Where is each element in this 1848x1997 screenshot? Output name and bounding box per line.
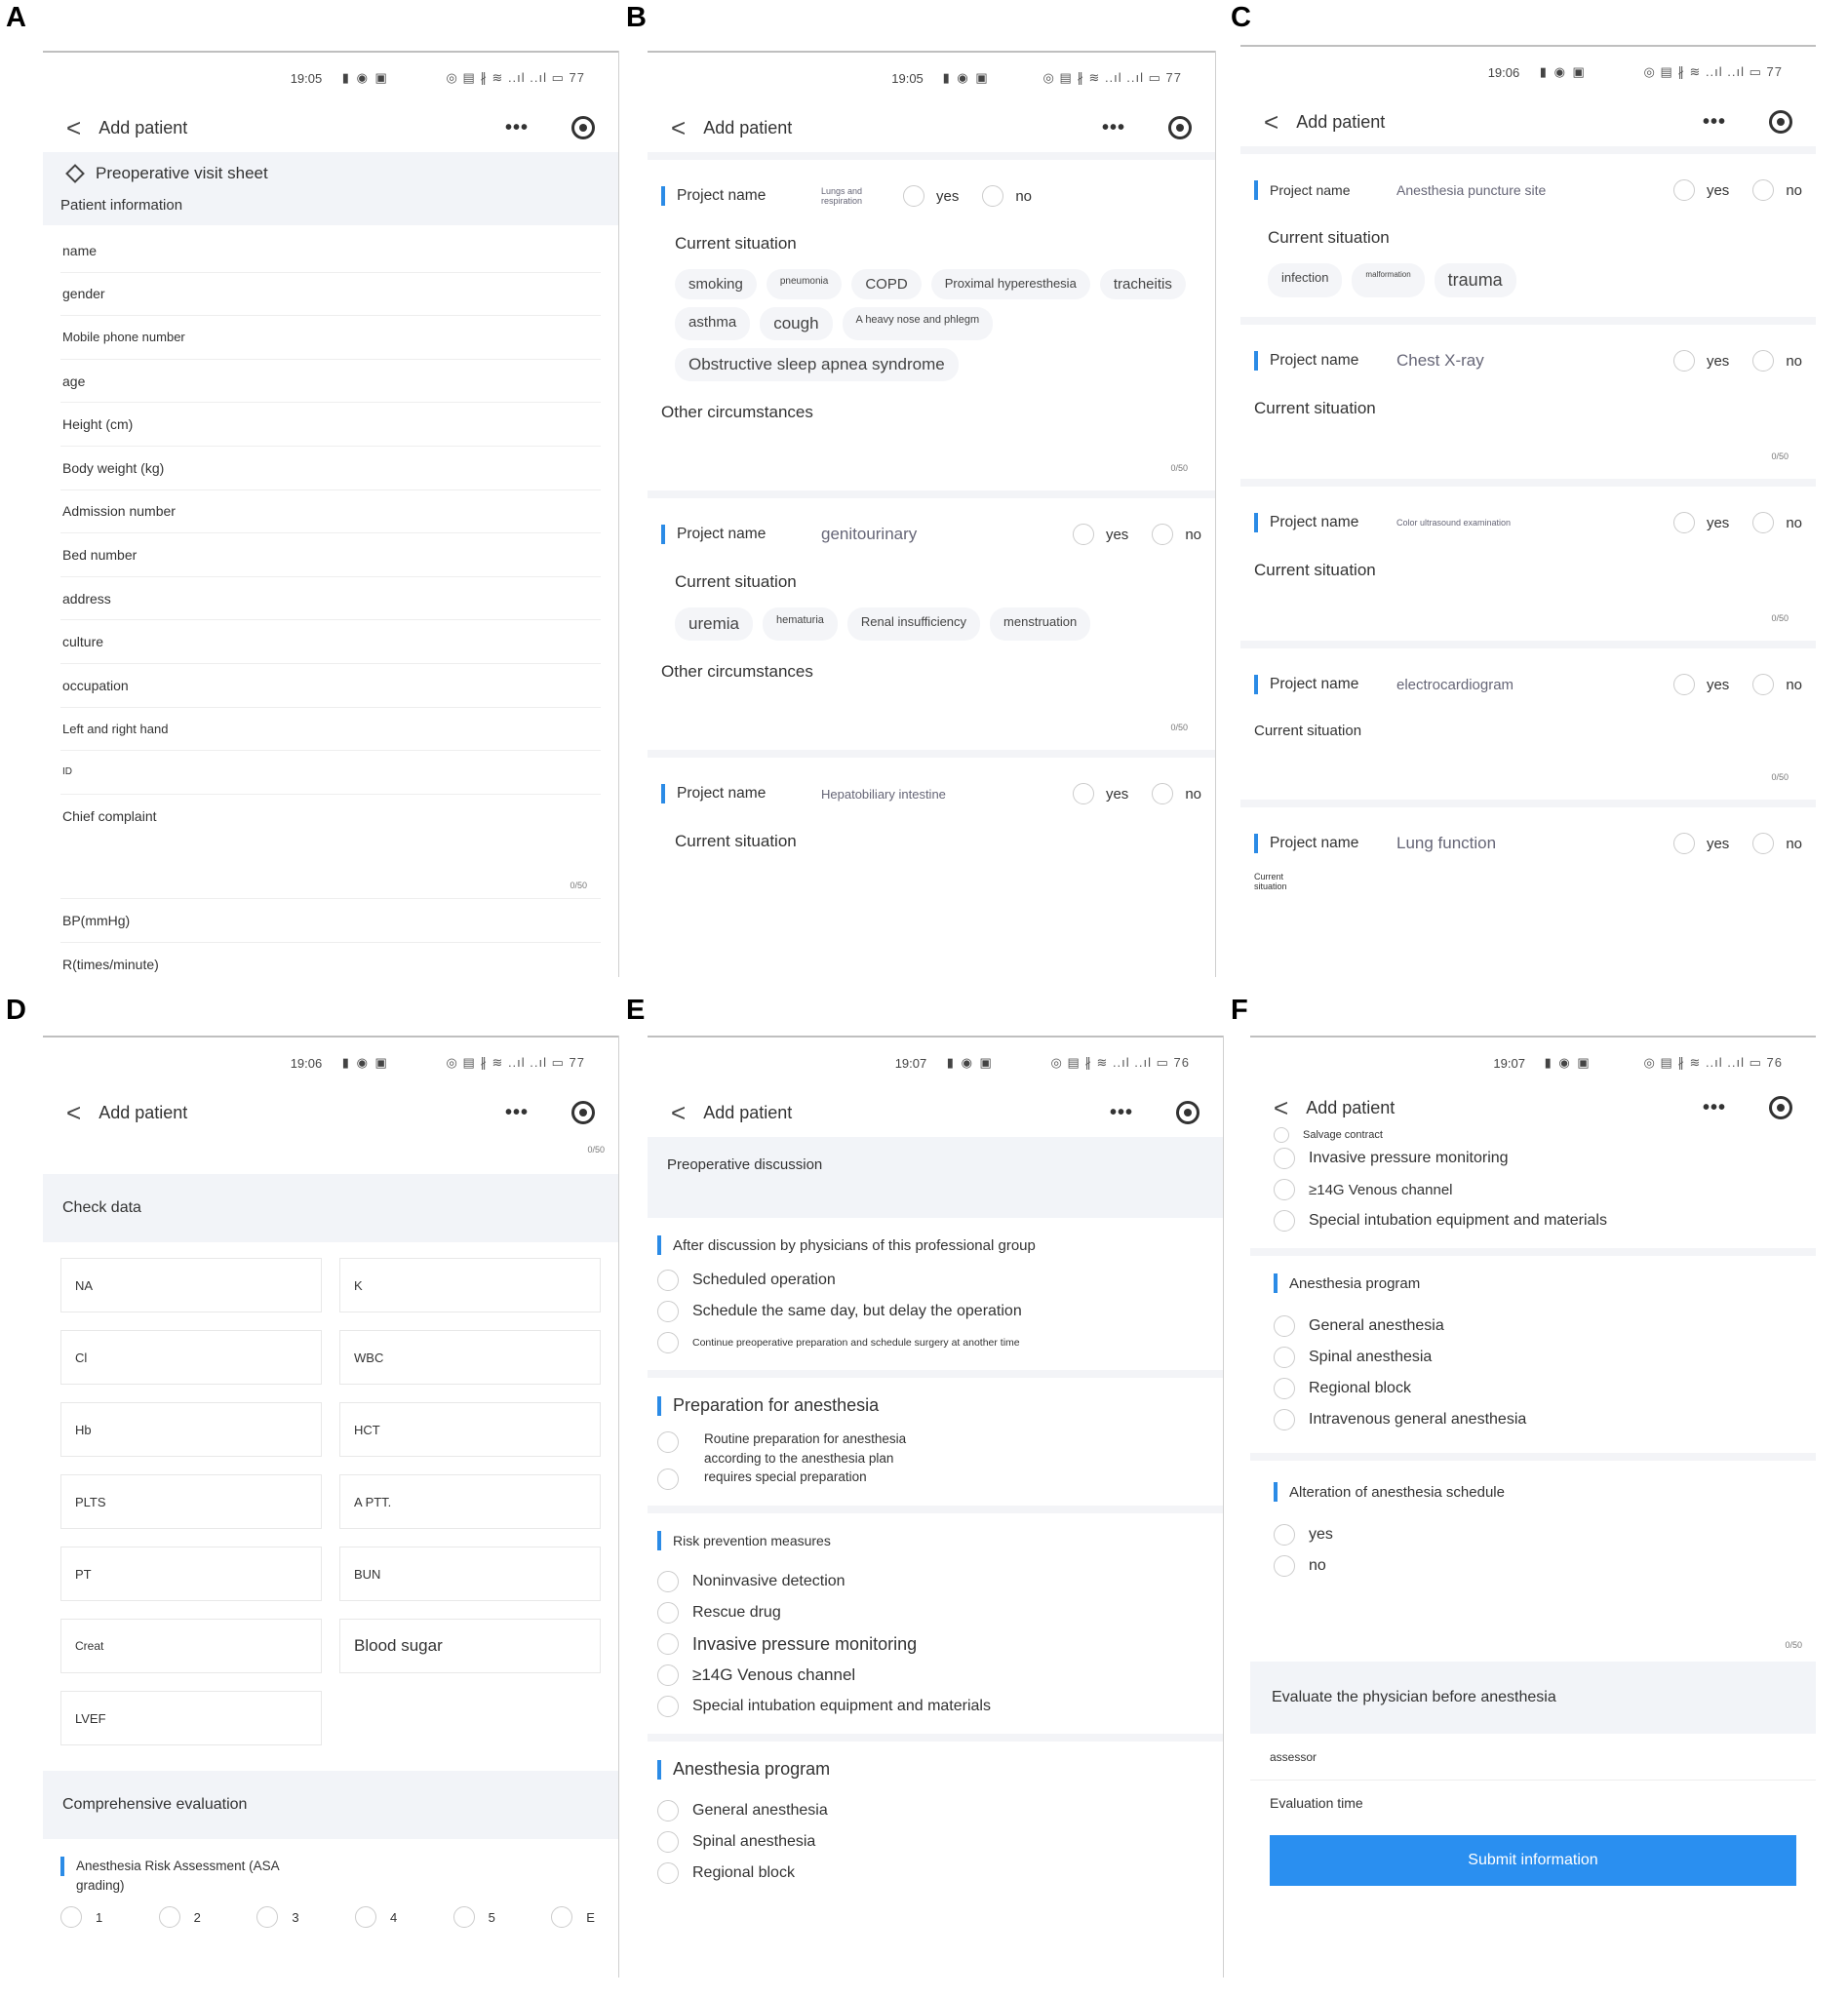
option-regional[interactable]: Regional block — [648, 1858, 1223, 1889]
no-radio[interactable]: no — [1752, 833, 1802, 854]
more-icon[interactable]: ••• — [504, 116, 529, 138]
project-puncture — [1240, 146, 1816, 325]
option-intravenous-general[interactable]: Intravenous general anesthesia — [1264, 1404, 1816, 1435]
tag[interactable]: malformation — [1352, 263, 1424, 297]
tag[interactable]: infection — [1268, 263, 1342, 297]
alteration-section — [1250, 1461, 1816, 1662]
sheet-header — [43, 152, 618, 225]
evaluation-time-field[interactable]: Evaluation time — [1270, 1795, 1363, 1811]
panel-a — [43, 51, 618, 977]
project-lung-function — [1240, 807, 1816, 903]
project-row — [1254, 496, 1802, 549]
asa-heading-row — [43, 1839, 618, 1899]
lab-field-hb[interactable]: Hb — [60, 1402, 322, 1457]
tag[interactable]: menstruation — [990, 607, 1090, 641]
current-situation-heading: Current situation — [675, 832, 797, 850]
status-bar — [43, 1038, 618, 1088]
lab-field-plts[interactable]: PLTS — [60, 1474, 322, 1529]
counter: 0/50 — [1785, 1640, 1802, 1650]
assessor-field[interactable]: assessor — [1250, 1734, 1816, 1781]
option-regional[interactable]: Regional block — [1264, 1373, 1816, 1404]
accent-bar — [657, 1760, 661, 1780]
status-time: 19:05 — [891, 70, 924, 86]
accent-bar — [657, 1396, 661, 1416]
tag[interactable]: A heavy nose and phlegm — [843, 307, 994, 340]
project-name-label: Project name — [1270, 182, 1351, 198]
nav-header — [648, 103, 1215, 152]
project-chest-xray — [1240, 325, 1816, 487]
status-time: 19:06 — [1487, 64, 1520, 80]
back-icon[interactable]: < — [66, 1097, 82, 1127]
option-spinal[interactable]: Spinal anesthesia — [648, 1826, 1223, 1858]
no-radio[interactable]: no — [1152, 783, 1201, 804]
discussion-section — [648, 1218, 1223, 1378]
patient-info-heading: Patient information — [60, 197, 183, 214]
lab-field-cl[interactable]: Cl — [60, 1330, 322, 1385]
current-situation-small: Current situation — [1254, 872, 1287, 891]
field-culture[interactable]: culture — [60, 620, 601, 664]
status-dots-icon: ▮ ◉ ▣ — [1539, 64, 1587, 79]
lab-field-lvef[interactable]: LVEF — [60, 1691, 322, 1745]
nav-header — [43, 1088, 618, 1137]
project-value: Lungs and respiration — [821, 186, 863, 206]
lab-field-k[interactable]: K — [339, 1258, 601, 1312]
project-hepatobiliary — [648, 758, 1215, 873]
check-data-heading: Check data — [43, 1174, 618, 1242]
yes-radio[interactable]: yes — [903, 185, 959, 207]
field-name[interactable]: name — [60, 229, 601, 273]
tag[interactable]: COPD — [851, 269, 921, 299]
divider — [1215, 51, 1216, 977]
target-icon[interactable] — [571, 116, 595, 139]
radio-routine[interactable] — [657, 1431, 679, 1453]
nav-header — [43, 103, 618, 152]
field-mobile[interactable]: Mobile phone number — [60, 316, 601, 360]
asa-option-2[interactable]: 2 — [159, 1906, 201, 1928]
tag[interactable]: trauma — [1435, 263, 1516, 297]
counter: 0/50 — [1771, 613, 1789, 623]
accent-bar — [60, 1857, 64, 1876]
back-icon[interactable]: < — [1274, 1092, 1289, 1122]
comprehensive-heading: Comprehensive evaluation — [43, 1771, 618, 1839]
status-bar — [1250, 1038, 1816, 1088]
lab-field-na[interactable]: NA — [60, 1258, 322, 1312]
preparation-options — [648, 1426, 1223, 1494]
panel-label-e: E — [626, 995, 646, 1026]
page-title: Add patient — [98, 117, 188, 137]
panel-f — [1250, 1036, 1816, 1977]
option-general[interactable]: General anesthesia — [1264, 1311, 1816, 1342]
panel-label-b: B — [626, 2, 647, 33]
tag[interactable]: tracheitis — [1100, 269, 1186, 299]
tag[interactable]: uremia — [675, 607, 753, 641]
project-row — [1254, 164, 1802, 216]
asa-option-e[interactable]: E — [551, 1906, 595, 1928]
tag[interactable]: Obstructive sleep apnea syndrome — [675, 348, 959, 381]
radio-column — [657, 1429, 690, 1490]
field-bp[interactable]: BP(mmHg) — [60, 899, 601, 943]
preoperative-discussion-heading: Preoperative discussion — [648, 1137, 1223, 1218]
option-noninvasive[interactable]: Noninvasive detection — [648, 1566, 1223, 1597]
panel-label-c: C — [1231, 2, 1251, 33]
submit-button[interactable]: Submit information — [1270, 1835, 1796, 1886]
status-dots-icon: ▮ ◉ ▣ — [341, 1055, 389, 1070]
lab-field-hct[interactable]: HCT — [339, 1402, 601, 1457]
section-heading: Preparation for anesthesia — [648, 1378, 1223, 1426]
tag[interactable]: smoking — [675, 269, 757, 299]
yes-radio[interactable]: yes — [1673, 179, 1729, 201]
preparation-section — [648, 1378, 1223, 1513]
panel-d — [43, 1036, 618, 1977]
project-genitourinary — [648, 498, 1215, 758]
tag[interactable]: Renal insufficiency — [847, 607, 980, 641]
nav-header — [1250, 1088, 1816, 1127]
accent-bar — [661, 186, 665, 206]
other-circumstances-heading: Other circumstances — [661, 662, 813, 681]
accent-bar — [1254, 834, 1258, 853]
option-line: Routine preparation for anesthesia — [704, 1431, 907, 1446]
asa-heading: Anesthesia Risk Assessment (ASA grading) — [76, 1859, 279, 1893]
status-dots-icon: ▮ ◉ ▣ — [946, 1055, 994, 1070]
current-situation-heading: Current situation — [1268, 228, 1390, 247]
option-special-intubation[interactable]: Special intubation equipment and materials — [1264, 1205, 1816, 1236]
lab-field-blood-sugar[interactable]: Blood sugar — [339, 1619, 601, 1673]
back-icon[interactable]: < — [671, 112, 687, 142]
field-bed-number[interactable]: Bed number — [60, 533, 601, 577]
divider — [618, 1036, 619, 1977]
tag[interactable]: hematuria — [763, 607, 838, 641]
tag[interactable]: asthma — [675, 307, 750, 340]
project-ecg — [1240, 648, 1816, 807]
yes-radio[interactable]: yes — [1073, 524, 1128, 545]
project-value: Color ultrasound examination — [1396, 518, 1512, 528]
status-dots-icon: ▮ ◉ ▣ — [942, 70, 990, 85]
status-time: 19:05 — [290, 70, 323, 86]
current-situation-heading: Current situation — [1254, 723, 1362, 739]
project-name-label: Project name — [677, 526, 767, 542]
field-admission-number[interactable]: Admission number — [60, 490, 601, 534]
accent-bar — [661, 784, 665, 803]
panel-label-a: A — [6, 2, 26, 33]
counter: 0/50 — [1170, 463, 1188, 473]
field-weight[interactable]: Body weight (kg) — [60, 447, 601, 490]
condition-tags — [661, 604, 1201, 650]
panel-c — [1240, 45, 1816, 977]
project-name-label: Project name — [1270, 514, 1359, 530]
section-heading: Alteration of anesthesia schedule — [1264, 1461, 1816, 1519]
project-row — [1254, 334, 1802, 387]
radio-special[interactable] — [657, 1468, 679, 1490]
program-section — [1250, 1256, 1816, 1461]
project-row — [1254, 658, 1802, 711]
asa-options — [43, 1899, 618, 1939]
page-title: Add patient — [703, 117, 793, 137]
yes-radio[interactable]: yes — [1673, 833, 1729, 854]
lab-field-creat[interactable]: Creat — [60, 1619, 322, 1673]
project-value: Hepatobiliary intestine — [821, 786, 946, 802]
accent-bar — [661, 525, 665, 544]
no-radio[interactable]: no — [1752, 179, 1802, 201]
option-same-day-delay[interactable]: Schedule the same day, but delay the operation — [648, 1296, 1223, 1327]
option-invasive-pressure[interactable]: Invasive pressure monitoring — [1264, 1143, 1816, 1174]
project-value: Anesthesia puncture site — [1396, 182, 1547, 198]
no-radio[interactable]: no — [1752, 674, 1802, 695]
project-name-label: Project name — [677, 187, 767, 204]
project-row — [661, 767, 1201, 820]
option-rescue-drug[interactable]: Rescue drug — [648, 1597, 1223, 1628]
accent-bar — [1254, 351, 1258, 371]
project-value: Chest X-ray — [1396, 351, 1484, 370]
status-icons: ◎ ▤ ∦ ≋ ..ıl ..ıl ▭ 76 — [1050, 1055, 1190, 1070]
project-row — [661, 508, 1201, 561]
project-name-label: Project name — [1270, 835, 1359, 851]
accent-bar — [1274, 1482, 1278, 1502]
section-heading: Risk prevention measures — [648, 1513, 1223, 1566]
back-icon[interactable]: < — [671, 1097, 687, 1127]
target-icon[interactable] — [1168, 116, 1192, 139]
asa-option-5[interactable]: 5 — [453, 1906, 495, 1928]
section-heading: Anesthesia program — [648, 1742, 1223, 1795]
accent-bar — [1254, 675, 1258, 694]
evaluate-heading: Evaluate the physician before anesthesia — [1250, 1662, 1816, 1734]
counter: 0/50 — [1771, 451, 1789, 461]
target-icon[interactable] — [1176, 1101, 1199, 1124]
option-invasive-pressure[interactable]: Invasive pressure monitoring — [648, 1628, 1223, 1660]
divider — [1223, 1036, 1224, 1977]
status-bar — [43, 53, 618, 103]
option-continue-preparation[interactable]: Continue preoperative preparation and schedule surgery at another time — [648, 1327, 1223, 1358]
status-time: 19:06 — [290, 1055, 323, 1071]
panel-b — [648, 51, 1215, 977]
current-situation-heading: Current situation — [1254, 561, 1376, 579]
panel-label-f: F — [1231, 995, 1248, 1026]
yes-radio[interactable]: yes — [1673, 674, 1729, 695]
page-title: Add patient — [1296, 111, 1386, 132]
risk-continued — [1250, 1127, 1816, 1256]
status-icons: ◎ ▤ ∦ ≋ ..ıl ..ıl ▭ 77 — [446, 1055, 585, 1070]
status-dots-icon: ▮ ◉ ▣ — [341, 70, 389, 85]
project-value: genitourinary — [821, 525, 918, 543]
section-heading: After discussion by physicians of this professional group — [648, 1218, 1223, 1265]
diamond-icon — [65, 164, 85, 183]
panel-e — [648, 1036, 1223, 1977]
current-situation-heading: Current situation — [675, 572, 797, 591]
tag[interactable]: Proximal hyperesthesia — [931, 269, 1090, 299]
yes-radio[interactable]: yes — [1673, 350, 1729, 372]
tag[interactable]: cough — [760, 307, 832, 340]
page-title: Add patient — [703, 1102, 793, 1122]
status-time: 19:07 — [1493, 1055, 1525, 1071]
patient-fields — [43, 225, 618, 977]
asa-option-4[interactable]: 4 — [355, 1906, 397, 1928]
panel-label-d: D — [6, 995, 26, 1026]
nav-header — [1240, 98, 1816, 146]
option-spinal[interactable]: Spinal anesthesia — [1264, 1342, 1816, 1373]
target-icon[interactable] — [1769, 110, 1792, 134]
project-name-label: Project name — [677, 785, 767, 802]
status-icons: ◎ ▤ ∦ ≋ ..ıl ..ıl ▭ 76 — [1643, 1055, 1783, 1070]
other-circumstances-heading: Other circumstances — [661, 403, 813, 421]
no-radio[interactable]: no — [1752, 350, 1802, 372]
more-icon[interactable]: ••• — [504, 1101, 529, 1123]
lab-grid — [43, 1242, 618, 1761]
no-radio[interactable]: no — [1752, 512, 1802, 533]
section-heading: Anesthesia program — [1264, 1256, 1816, 1311]
status-icons: ◎ ▤ ∦ ≋ ..ıl ..ıl ▭ 77 — [1042, 70, 1182, 85]
accent-bar — [1254, 513, 1258, 532]
option-line: according to the anesthesia plan — [704, 1450, 894, 1466]
project-row — [1254, 817, 1802, 870]
accent-bar — [657, 1531, 661, 1550]
option-line: requires special preparation — [704, 1469, 867, 1485]
accent-bar — [657, 1235, 661, 1255]
no-radio[interactable]: no — [982, 185, 1032, 207]
condition-tags — [1254, 259, 1802, 307]
status-bar — [648, 1038, 1223, 1088]
counter: 0/50 — [1170, 723, 1188, 732]
current-situation-heading: Current situation — [1254, 399, 1376, 417]
option-venous-channel[interactable]: ≥14G Venous channel — [1264, 1174, 1816, 1205]
option-venous-channel[interactable]: ≥14G Venous channel — [648, 1660, 1223, 1691]
option-salvage-contract[interactable]: Salvage contract — [1264, 1127, 1816, 1143]
status-dots-icon: ▮ ◉ ▣ — [1544, 1055, 1592, 1070]
counter: 0/50 — [587, 1145, 605, 1155]
field-respiration[interactable]: R(times/minute) — [60, 943, 601, 977]
yes-radio[interactable]: yes — [1073, 783, 1128, 804]
preparation-text — [704, 1429, 906, 1490]
accent-bar — [1274, 1273, 1278, 1293]
more-icon[interactable]: ••• — [1109, 1101, 1133, 1123]
more-icon[interactable]: ••• — [1702, 110, 1726, 133]
counter: 0/50 — [1771, 772, 1789, 782]
field-height[interactable]: Height (cm) — [60, 403, 601, 447]
divider — [618, 51, 619, 977]
condition-tags — [661, 265, 1201, 391]
target-icon[interactable] — [571, 1101, 595, 1124]
asa-option-1[interactable]: 1 — [60, 1906, 102, 1928]
project-value: electrocardiogram — [1396, 676, 1514, 693]
yes-radio[interactable]: yes — [1673, 512, 1729, 533]
field-age[interactable]: age — [60, 360, 601, 404]
status-time: 19:07 — [894, 1055, 927, 1071]
no-radio[interactable]: no — [1152, 524, 1201, 545]
field-gender[interactable]: gender — [60, 273, 601, 317]
back-icon[interactable]: < — [66, 112, 82, 142]
option-alteration-yes[interactable]: yes — [1264, 1519, 1816, 1550]
more-icon[interactable]: ••• — [1702, 1096, 1726, 1118]
project-name-label: Project name — [1270, 352, 1359, 369]
page-title: Add patient — [1306, 1097, 1396, 1117]
project-name-label: Project name — [1270, 676, 1359, 692]
project-value: Lung function — [1396, 834, 1497, 852]
status-bar — [648, 53, 1215, 103]
option-alteration-no[interactable]: no — [1264, 1550, 1816, 1582]
field-handedness[interactable]: Left and right hand — [60, 708, 601, 752]
project-row — [661, 170, 1201, 222]
option-general[interactable]: General anesthesia — [648, 1795, 1223, 1826]
lab-field-pt[interactable]: PT — [60, 1547, 322, 1601]
status-bar — [1240, 47, 1816, 98]
field-id[interactable]: ID — [60, 751, 601, 795]
sheet-title-row — [60, 164, 601, 183]
lab-field-bun[interactable]: BUN — [339, 1547, 601, 1601]
nav-header — [648, 1088, 1223, 1137]
status-icons: ◎ ▤ ∦ ≋ ..ıl ..ıl ▭ 77 — [1643, 64, 1783, 79]
field-chief-complaint[interactable]: Chief complaint — [62, 808, 157, 825]
accent-bar — [1254, 180, 1258, 200]
option-scheduled[interactable]: Scheduled operation — [648, 1265, 1223, 1296]
program-section — [648, 1742, 1223, 1889]
target-icon[interactable] — [1769, 1096, 1792, 1119]
back-icon[interactable]: < — [1264, 106, 1279, 137]
project-lungs — [648, 152, 1215, 498]
project-color-ultrasound — [1240, 487, 1816, 648]
more-icon[interactable]: ••• — [1101, 116, 1125, 138]
current-situation-heading: Current situation — [675, 234, 797, 253]
tag[interactable]: pneumonia — [767, 269, 842, 299]
chief-complaint-counter: 0/50 — [60, 838, 601, 899]
lab-field-wbc[interactable]: WBC — [339, 1330, 601, 1385]
lab-field-aptt[interactable]: A PTT. — [339, 1474, 601, 1529]
page-title: Add patient — [98, 1102, 188, 1122]
status-icons: ◎ ▤ ∦ ≋ ..ıl ..ıl ▭ 77 — [446, 70, 585, 85]
risk-section — [648, 1513, 1223, 1742]
field-address[interactable]: address — [60, 577, 601, 621]
asa-option-3[interactable]: 3 — [256, 1906, 298, 1928]
sheet-title: Preoperative visit sheet — [96, 164, 268, 182]
option-special-intubation[interactable]: Special intubation equipment and materials — [648, 1691, 1223, 1722]
field-occupation[interactable]: occupation — [60, 664, 601, 708]
